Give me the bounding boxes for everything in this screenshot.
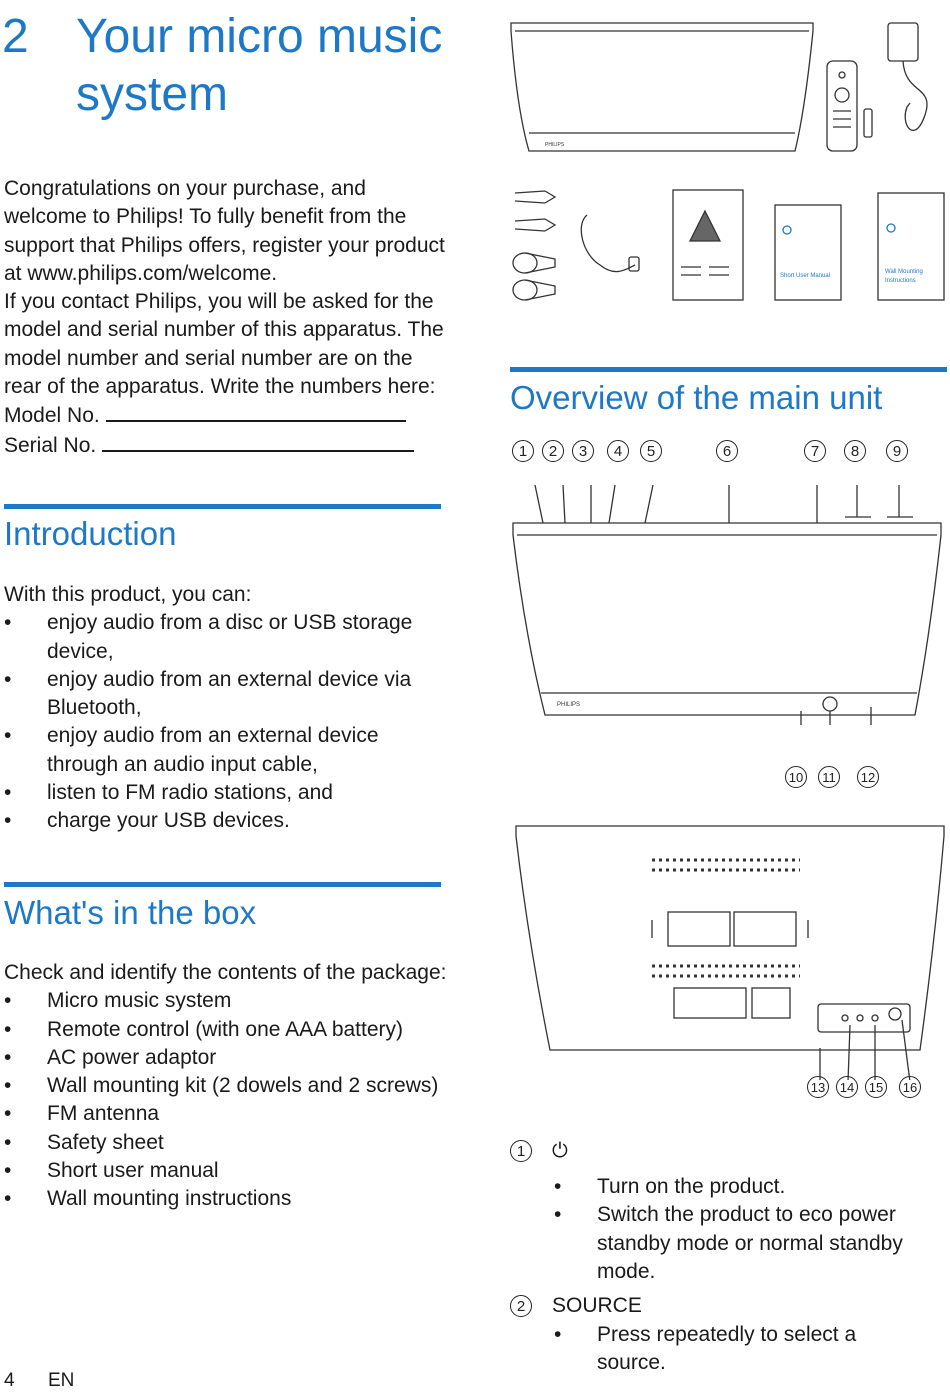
callout-4: 4 (607, 440, 629, 462)
callout-12: 12 (857, 766, 879, 788)
introduction-heading: Introduction (4, 515, 177, 552)
power-adaptor-icon (888, 23, 927, 130)
section-rule (4, 504, 441, 509)
short-manual-label: Short User Manual (780, 273, 831, 279)
screw-icon (515, 191, 555, 231)
serial-label: Serial No. (4, 433, 97, 457)
item-number: 1 (510, 1140, 532, 1162)
front-view-illustration (505, 465, 947, 725)
chapter-number: 2 (2, 10, 29, 63)
overview-heading: Overview of the main unit (510, 379, 883, 416)
callout-14: 14 (836, 1076, 858, 1098)
callout-8: 8 (844, 440, 866, 462)
remote-icon (827, 61, 857, 151)
chapter-title: Your micro music system (76, 10, 443, 121)
callout-5: 5 (640, 440, 662, 462)
callout-7: 7 (804, 440, 826, 462)
model-blank (106, 401, 406, 422)
intro-text-2: If you contact Philips, you will be asked for the model and serial number of this apparatus. The model number and serial number are on the rear of the apparatus. Write the numbers here: (4, 290, 444, 399)
callout-13: 13 (807, 1076, 829, 1098)
callout-16: 16 (899, 1076, 921, 1098)
introduction-lead: With this product, you can: (4, 583, 252, 606)
intro-text-1: Congratulations on your purchase, and welcome to Philips! To fully benefit from the support that Philips offers, register your product at www.philips.com/welcome. (4, 177, 445, 285)
callout-9: 9 (886, 440, 908, 462)
callout-15: 15 (865, 1076, 887, 1098)
dowel-icon (513, 253, 555, 300)
intro-paragraph (4, 175, 449, 460)
callout-1: 1 (512, 440, 534, 462)
list-item: • Wall mounting instructions (4, 1185, 449, 1213)
list-item: • Wall mounting kit (2 dowels and 2 screws) (4, 1072, 449, 1100)
overview-item-2 (510, 1292, 930, 1378)
list-item: • FM antenna (4, 1100, 449, 1128)
box-contents-illustration (505, 15, 945, 310)
introduction-list (4, 609, 449, 835)
callout-11: 11 (818, 766, 840, 788)
overview-item-1 (510, 1137, 930, 1286)
list-item: • listen to FM radio stations, and (4, 779, 449, 807)
list-item: • charge your USB devices. (4, 807, 449, 835)
model-label: Model No. (4, 404, 100, 428)
power-icon: ⏻ (552, 1139, 568, 1162)
wall-instr-label-1: Wall Mounting (885, 269, 923, 275)
safety-sheet-icon (673, 190, 743, 300)
introduction-section (4, 581, 449, 836)
list-item: • Turn on the product. (554, 1173, 930, 1201)
callout-2: 2 (542, 440, 564, 462)
main-unit-illustration (511, 23, 813, 151)
box-section (4, 959, 449, 1214)
list-item: • Micro music system (4, 987, 449, 1015)
section-rule (510, 367, 947, 372)
box-list (4, 987, 449, 1213)
list-item: • AC power adaptor (4, 1044, 449, 1072)
serial-number-line (4, 431, 449, 460)
battery-icon (864, 109, 872, 137)
wall-instructions-icon (878, 193, 944, 300)
model-number-line (4, 401, 449, 430)
rear-view-illustration (510, 820, 950, 1080)
item-label: SOURCE (552, 1294, 642, 1317)
box-lead: Check and identify the contents of the package: (4, 961, 447, 984)
brand-label: PHILIPS (557, 702, 581, 708)
list-item: • Switch the product to eco power standby mode or normal standby mode. (554, 1201, 930, 1286)
wall-instr-label-2: Instructions (885, 278, 916, 284)
list-item: • Short user manual (4, 1157, 449, 1185)
list-item: • enjoy audio from an external device through an audio input cable, (4, 722, 449, 779)
item-number: 2 (510, 1295, 532, 1317)
section-rule (4, 882, 441, 887)
language-code: EN (48, 1370, 75, 1391)
serial-blank (102, 431, 414, 452)
item-2-list (554, 1321, 930, 1378)
fm-antenna-icon (581, 215, 639, 272)
callout-3: 3 (572, 440, 594, 462)
item-1-list (554, 1173, 930, 1286)
page-number: 4 (4, 1370, 15, 1391)
list-item: • enjoy audio from a disc or USB storage device, (4, 609, 449, 666)
callout-6: 6 (716, 440, 738, 462)
list-item: • Remote control (with one AAA battery) (4, 1016, 449, 1044)
list-item: • enjoy audio from an external device via Bluetooth, (4, 666, 449, 723)
box-heading: What's in the box (4, 894, 257, 931)
callout-10: 10 (785, 766, 807, 788)
short-manual-icon (775, 205, 841, 300)
list-item: • Press repeatedly to select a source. (554, 1321, 930, 1378)
brand-label: PHILIPS (545, 142, 565, 148)
list-item: • Safety sheet (4, 1129, 449, 1157)
